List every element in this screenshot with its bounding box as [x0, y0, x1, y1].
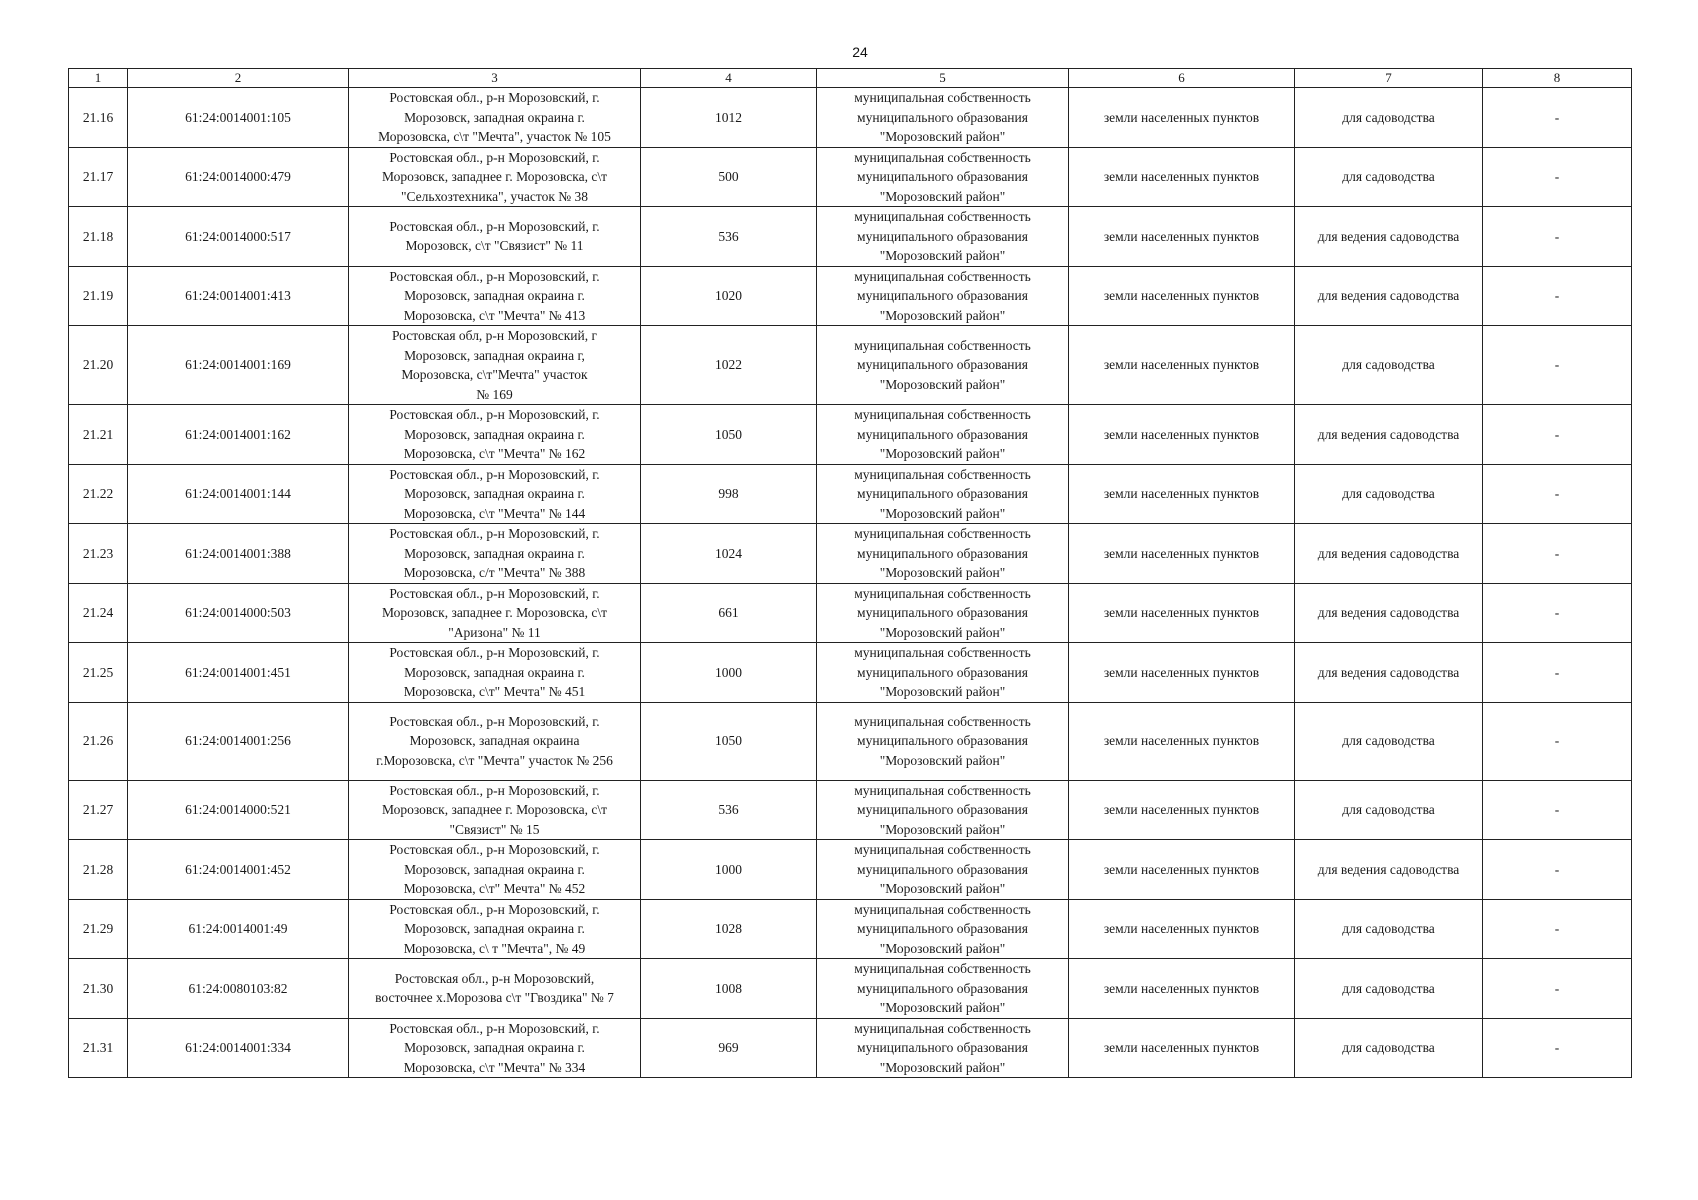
cell-owner: муниципальная собственность муниципального образования "Морозовский район"	[817, 326, 1069, 405]
cell-cadastral-number: 61:24:0014001:451	[128, 643, 349, 703]
column-header-2: 2	[128, 69, 349, 88]
cell-area: 1000	[641, 840, 817, 900]
cell-permitted-use: для садоводства	[1295, 147, 1483, 207]
cell-note: -	[1483, 464, 1632, 524]
cell-row-number: 21.30	[69, 959, 128, 1019]
cell-permitted-use: для садоводства	[1295, 88, 1483, 148]
table-row	[69, 326, 1632, 405]
cell-owner: муниципальная собственность муниципального образования "Морозовский район"	[817, 405, 1069, 465]
table-row	[69, 840, 1632, 900]
cell-permitted-use: для садоводства	[1295, 780, 1483, 840]
cell-cadastral-number: 61:24:0014001:162	[128, 405, 349, 465]
table-row	[69, 524, 1632, 584]
cell-cadastral-number: 61:24:0014000:517	[128, 207, 349, 267]
table-row	[69, 780, 1632, 840]
cell-address: Ростовская обл., р-н Морозовский, г. Морозовск, западная окраина г. Морозовска, с\т" Мечта" № 452	[349, 840, 641, 900]
cell-land-category: земли населенных пунктов	[1069, 266, 1295, 326]
cell-address: Ростовская обл., р-н Морозовский, г. Морозовск, западная окраина г. Морозовска, с\т "Мечта", участок № 105	[349, 88, 641, 148]
cell-cadastral-number: 61:24:0014001:105	[128, 88, 349, 148]
cell-note: -	[1483, 524, 1632, 584]
table-row	[69, 1018, 1632, 1078]
cell-address: Ростовская обл., р-н Морозовский, г. Морозовск, с\т "Связист" № 11	[349, 207, 641, 267]
cell-row-number: 21.27	[69, 780, 128, 840]
cell-row-number: 21.24	[69, 583, 128, 643]
table-row	[69, 899, 1632, 959]
cell-owner: муниципальная собственность муниципального образования "Морозовский район"	[817, 266, 1069, 326]
cell-permitted-use: для ведения садоводства	[1295, 840, 1483, 900]
cell-owner: муниципальная собственность муниципального образования "Морозовский район"	[817, 702, 1069, 780]
cell-land-category: земли населенных пунктов	[1069, 207, 1295, 267]
cell-area: 1024	[641, 524, 817, 584]
cell-permitted-use: для ведения садоводства	[1295, 583, 1483, 643]
cell-note: -	[1483, 405, 1632, 465]
column-header-6: 6	[1069, 69, 1295, 88]
cell-owner: муниципальная собственность муниципального образования "Морозовский район"	[817, 464, 1069, 524]
column-header-7: 7	[1295, 69, 1483, 88]
cell-row-number: 21.19	[69, 266, 128, 326]
cell-owner: муниципальная собственность муниципального образования "Морозовский район"	[817, 524, 1069, 584]
land-plot-table	[68, 68, 1632, 1078]
cell-cadastral-number: 61:24:0014001:256	[128, 702, 349, 780]
cell-row-number: 21.22	[69, 464, 128, 524]
cell-note: -	[1483, 266, 1632, 326]
cell-land-category: земли населенных пунктов	[1069, 702, 1295, 780]
table-row	[69, 464, 1632, 524]
table-row	[69, 207, 1632, 267]
cell-land-category: земли населенных пунктов	[1069, 959, 1295, 1019]
cell-owner: муниципальная собственность муниципального образования "Морозовский район"	[817, 583, 1069, 643]
cell-address: Ростовская обл., р-н Морозовский, г. Морозовск, западная окраина г. Морозовска, с\т "Мечта" № 144	[349, 464, 641, 524]
cell-permitted-use: для ведения садоводства	[1295, 207, 1483, 267]
cell-note: -	[1483, 840, 1632, 900]
cell-land-category: земли населенных пунктов	[1069, 147, 1295, 207]
cell-area: 998	[641, 464, 817, 524]
cell-row-number: 21.25	[69, 643, 128, 703]
cell-area: 969	[641, 1018, 817, 1078]
cell-land-category: земли населенных пунктов	[1069, 524, 1295, 584]
cell-cadastral-number: 61:24:0080103:82	[128, 959, 349, 1019]
column-header-1: 1	[69, 69, 128, 88]
cell-address: Ростовская обл., р-н Морозовский, г. Морозовск, западнее г. Морозовска, с\т "Аризона" № 11	[349, 583, 641, 643]
cell-row-number: 21.28	[69, 840, 128, 900]
cell-land-category: земли населенных пунктов	[1069, 464, 1295, 524]
cell-address: Ростовская обл., р-н Морозовский, г. Морозовск, западная окраина г.Морозовска, с\т "Мечта" участок № 256	[349, 702, 641, 780]
cell-land-category: земли населенных пунктов	[1069, 780, 1295, 840]
cell-permitted-use: для садоводства	[1295, 702, 1483, 780]
cell-owner: муниципальная собственность муниципального образования "Морозовский район"	[817, 88, 1069, 148]
cell-note: -	[1483, 643, 1632, 703]
cell-note: -	[1483, 326, 1632, 405]
cell-row-number: 21.26	[69, 702, 128, 780]
cell-permitted-use: для ведения садоводства	[1295, 524, 1483, 584]
column-number-row	[69, 69, 1632, 88]
table-row	[69, 583, 1632, 643]
cell-land-category: земли населенных пунктов	[1069, 88, 1295, 148]
cell-row-number: 21.16	[69, 88, 128, 148]
cell-address: Ростовская обл., р-н Морозовский, г. Морозовск, западная окраина г. Морозовска, с\т" Мечта" № 451	[349, 643, 641, 703]
cell-cadastral-number: 61:24:0014001:413	[128, 266, 349, 326]
cell-address: Ростовская обл., р-н Морозовский, г. Морозовск, западная окраина г. Морозовска, с\ т "Мечта", № 49	[349, 899, 641, 959]
cell-owner: муниципальная собственность муниципального образования "Морозовский район"	[817, 1018, 1069, 1078]
cell-cadastral-number: 61:24:0014001:49	[128, 899, 349, 959]
cell-note: -	[1483, 147, 1632, 207]
cell-area: 536	[641, 780, 817, 840]
cell-note: -	[1483, 88, 1632, 148]
cell-cadastral-number: 61:24:0014001:388	[128, 524, 349, 584]
cell-area: 1028	[641, 899, 817, 959]
cell-land-category: земли населенных пунктов	[1069, 583, 1295, 643]
cell-address: Ростовская обл., р-н Морозовский, г. Морозовск, западнее г. Морозовска, с\т "Сельхозтехника", участок № 38	[349, 147, 641, 207]
cell-note: -	[1483, 1018, 1632, 1078]
cell-row-number: 21.23	[69, 524, 128, 584]
column-header-3: 3	[349, 69, 641, 88]
table-row	[69, 147, 1632, 207]
cell-area: 1000	[641, 643, 817, 703]
cell-address: Ростовская обл., р-н Морозовский, г. Морозовск, западная окраина г. Морозовска, с/т "Мечта" № 388	[349, 524, 641, 584]
cell-land-category: земли населенных пунктов	[1069, 326, 1295, 405]
cell-area: 1008	[641, 959, 817, 1019]
cell-note: -	[1483, 899, 1632, 959]
cell-note: -	[1483, 702, 1632, 780]
cell-owner: муниципальная собственность муниципального образования "Морозовский район"	[817, 780, 1069, 840]
cell-land-category: земли населенных пунктов	[1069, 405, 1295, 465]
cell-owner: муниципальная собственность муниципального образования "Морозовский район"	[817, 147, 1069, 207]
cell-row-number: 21.20	[69, 326, 128, 405]
cell-address: Ростовская обл., р-н Морозовский, восточнее х.Морозова с\т "Гвоздика" № 7	[349, 959, 641, 1019]
table-row	[69, 266, 1632, 326]
cell-owner: муниципальная собственность муниципального образования "Морозовский район"	[817, 959, 1069, 1019]
cell-area: 1012	[641, 88, 817, 148]
cell-area: 500	[641, 147, 817, 207]
page-number: 24	[852, 44, 868, 60]
table-body	[69, 69, 1632, 1078]
cell-cadastral-number: 61:24:0014001:144	[128, 464, 349, 524]
cell-owner: муниципальная собственность муниципального образования "Морозовский район"	[817, 840, 1069, 900]
cell-land-category: земли населенных пунктов	[1069, 643, 1295, 703]
cell-permitted-use: для садоводства	[1295, 326, 1483, 405]
cell-note: -	[1483, 959, 1632, 1019]
cell-area: 1050	[641, 702, 817, 780]
cell-address: Ростовская обл., р-н Морозовский, г. Морозовск, западная окраина г. Морозовска, с\т "Мечта" № 334	[349, 1018, 641, 1078]
cell-area: 1022	[641, 326, 817, 405]
cell-row-number: 21.17	[69, 147, 128, 207]
column-header-8: 8	[1483, 69, 1632, 88]
cell-row-number: 21.31	[69, 1018, 128, 1078]
table-row	[69, 702, 1632, 780]
cell-land-category: земли населенных пунктов	[1069, 1018, 1295, 1078]
cell-cadastral-number: 61:24:0014001:169	[128, 326, 349, 405]
cell-area: 661	[641, 583, 817, 643]
cell-owner: муниципальная собственность муниципального образования "Морозовский район"	[817, 643, 1069, 703]
cell-cadastral-number: 61:24:0014000:521	[128, 780, 349, 840]
column-header-5: 5	[817, 69, 1069, 88]
cell-address: Ростовская обл., р-н Морозовский, г. Морозовск, западнее г. Морозовска, с\т "Связист" № 15	[349, 780, 641, 840]
cell-cadastral-number: 61:24:0014001:452	[128, 840, 349, 900]
cell-land-category: земли населенных пунктов	[1069, 840, 1295, 900]
cell-permitted-use: для ведения садоводства	[1295, 266, 1483, 326]
column-header-4: 4	[641, 69, 817, 88]
cell-address: Ростовская обл., р-н Морозовский, г. Морозовск, западная окраина г. Морозовска, с\т "Мечта" № 413	[349, 266, 641, 326]
cell-permitted-use: для садоводства	[1295, 1018, 1483, 1078]
table-row	[69, 405, 1632, 465]
cell-owner: муниципальная собственность муниципального образования "Морозовский район"	[817, 899, 1069, 959]
cell-permitted-use: для садоводства	[1295, 959, 1483, 1019]
table-row	[69, 643, 1632, 703]
cell-owner: муниципальная собственность муниципального образования "Морозовский район"	[817, 207, 1069, 267]
cell-row-number: 21.18	[69, 207, 128, 267]
cell-row-number: 21.21	[69, 405, 128, 465]
cell-permitted-use: для ведения садоводства	[1295, 643, 1483, 703]
cell-address: Ростовская обл., р-н Морозовский, г. Морозовск, западная окраина г. Морозовска, с\т "Мечта" № 162	[349, 405, 641, 465]
cell-row-number: 21.29	[69, 899, 128, 959]
cell-note: -	[1483, 780, 1632, 840]
table-row	[69, 959, 1632, 1019]
cell-permitted-use: для садоводства	[1295, 899, 1483, 959]
cell-land-category: земли населенных пунктов	[1069, 899, 1295, 959]
cell-cadastral-number: 61:24:0014000:503	[128, 583, 349, 643]
cell-cadastral-number: 61:24:0014001:334	[128, 1018, 349, 1078]
cell-area: 536	[641, 207, 817, 267]
table-row	[69, 88, 1632, 148]
cell-permitted-use: для ведения садоводства	[1295, 405, 1483, 465]
cell-area: 1050	[641, 405, 817, 465]
cell-area: 1020	[641, 266, 817, 326]
cell-note: -	[1483, 583, 1632, 643]
cell-address: Ростовская обл, р-н Морозовский, г Морозовск, западная окраина г, Морозовска, с\т"Мечта" участок № 169	[349, 326, 641, 405]
cell-note: -	[1483, 207, 1632, 267]
cell-cadastral-number: 61:24:0014000:479	[128, 147, 349, 207]
cell-permitted-use: для садоводства	[1295, 464, 1483, 524]
